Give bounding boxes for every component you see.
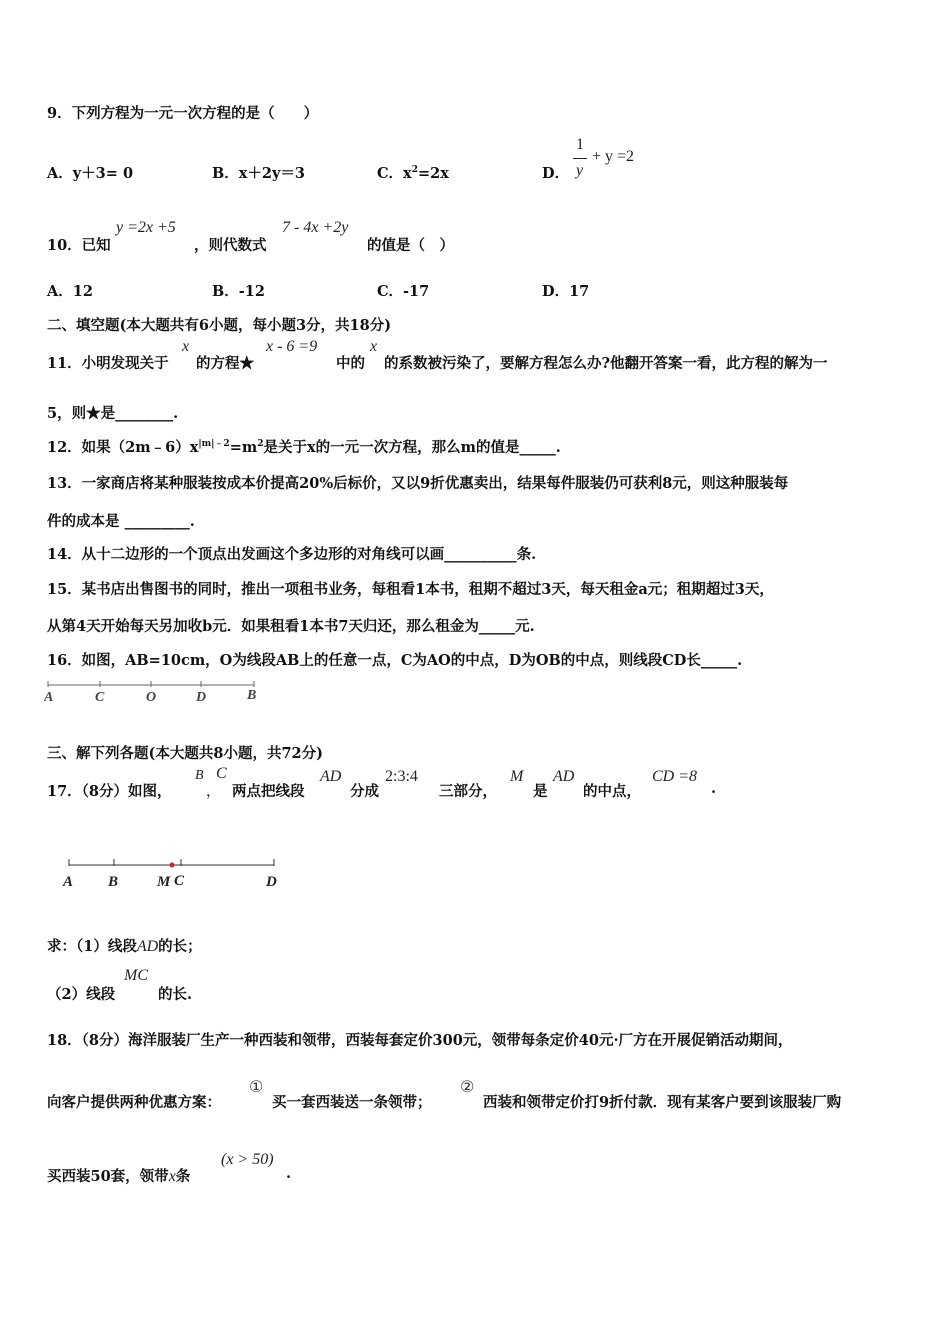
q10-expr2: 7 - 4x +2y	[282, 219, 349, 236]
q12-text: 12．如果$(2m﹣6)x^{|m|﹣2}=m^2$是关于x的一元一次方程，那么m的值是_____.	[47, 439, 561, 456]
q17-var-mc: MC	[124, 967, 148, 984]
q18-line-1: 18．（8分）海洋服装厂生产一种西装和领带，西装每套定价300元，领带每条定价40元·厂方在开展促销活动期间，	[47, 1032, 793, 1049]
q11-var-x2: x	[370, 338, 378, 355]
q9-option-d-label: D．	[542, 165, 570, 182]
point-label-d: D	[196, 690, 207, 705]
q18-line-3a: 买西装50套，领带x条	[47, 1168, 191, 1185]
point-label-c: C	[174, 873, 185, 889]
q10-suffix: 的值是（ ）	[367, 237, 454, 254]
point-label-a: A	[63, 874, 74, 890]
q18-line-2b: 买一套西装送一条领带；	[272, 1094, 432, 1111]
q18-period: .	[286, 1165, 292, 1182]
circled-2-icon: ②	[460, 1077, 475, 1096]
q10-option-d: D．17	[542, 283, 590, 300]
q17-text-3: 分成	[350, 783, 379, 800]
q17-comma: ，	[206, 784, 221, 800]
q9-stem: 9．下列方程为一元一次方程的是（ ）	[47, 105, 319, 122]
q9-option-d-denominator: y	[576, 162, 584, 179]
q11-text-2: 的方程★	[196, 355, 254, 372]
circled-1-icon: ①	[249, 1077, 264, 1096]
q18-line-2c: 西装和领带定价打9折付款．现有某客户要到该服装厂购	[483, 1094, 842, 1111]
q9-option-b: B．x＋2y＝3	[212, 165, 306, 182]
q14-text: 14．从十二边形的一个顶点出发画这个多边形的对角线可以画__________条.	[47, 546, 537, 563]
q16-line-segment-figure	[44, 678, 264, 708]
q11-text-3: 中的	[336, 355, 365, 372]
q11-equation: x - 6 =9	[266, 338, 318, 355]
q10-mid: ，则代数式	[194, 237, 267, 254]
q9-option-d-rest: + y =2	[592, 148, 635, 165]
point-label-o: O	[146, 690, 157, 705]
q11-text-4: 的系数被污染了，要解方程怎么办?他翻开答案一看，此方程的解为一	[384, 355, 828, 372]
q17-text-4: 三部分，	[439, 783, 497, 800]
q17-var-ad-2: AD	[553, 768, 575, 785]
point-label-b: B	[247, 688, 257, 703]
q17-var-b: B	[195, 768, 204, 783]
q10-expr1: y =2x +5	[116, 219, 176, 236]
point-label-m: M	[157, 874, 171, 890]
point-label-c: C	[95, 690, 105, 705]
q17-text-5: 是	[533, 783, 548, 800]
point-label-d: D	[266, 874, 277, 890]
q17-cd-given: CD =8	[652, 768, 698, 785]
q9-option-d-numerator: 1	[576, 136, 584, 153]
point-label-b: B	[108, 874, 119, 890]
q11-var-x1: x	[182, 338, 190, 355]
q17-ask-2-pre: （2）线段	[47, 986, 116, 1003]
q11-line-2: 5，则★是________.	[47, 405, 179, 422]
point-label-a: A	[44, 690, 54, 705]
midpoint-m-dot	[170, 863, 175, 868]
q17-text-2: 两点把线段	[232, 783, 305, 800]
q18-condition: (x > 50)	[221, 1151, 274, 1168]
q18-line-2a: 向客户提供两种优惠方案：	[47, 1094, 221, 1111]
q11-text-1: 11．小明发现关于	[47, 355, 169, 372]
q10-option-b: B．-12	[212, 283, 265, 300]
q17-ask-2-post: 的长.	[158, 986, 193, 1003]
q17-period: .	[711, 780, 717, 797]
fraction-bar	[573, 158, 587, 159]
q10-option-a: A．12	[47, 283, 93, 300]
q17-var-m: M	[510, 768, 524, 785]
q17-text-1: 17．（8分）如图，	[47, 783, 172, 800]
q17-ratio: 2:3:4	[385, 768, 418, 785]
q10-prefix: 10．已知	[47, 237, 111, 254]
section-2-heading: 二、填空题(本大题共有6小题，每小题3分，共18分)	[47, 317, 392, 334]
q16-text: 16．如图，AB=10cm，O为线段AB上的任意一点，C为AO的中点，D为OB的中点，则线段CD长_____.	[47, 652, 743, 669]
q13-line-2: 件的成本是 _________.	[47, 513, 195, 530]
q15-line-1: 15．某书店出售图书的同时，推出一项租书业务，每租看1本书，租期不超过3天，每天租金a元；租期超过3天，	[47, 581, 774, 598]
q9-option-a: A．y＋3= 0	[47, 165, 134, 182]
q10-option-c: C．-17	[377, 283, 430, 300]
q17-var-ad: AD	[320, 768, 342, 785]
q13-line-1: 13．一家商店将某种服装按成本价提高20%后标价，又以9折优惠卖出，结果每件服装仍可获利8元，则这种服装每	[47, 475, 789, 492]
q17-ask-1: 求：（1）线段AD的长；	[47, 938, 202, 955]
q17-text-6: 的中点，	[583, 783, 641, 800]
q17-line-segment-figure	[60, 855, 290, 895]
q15-line-2: 从第4天开始每天另加收b元．如果租看1本书7天归还，那么租金为_____元.	[47, 618, 535, 635]
section-3-heading: 三、解下列各题(本大题共8小题，共72分)	[47, 745, 323, 762]
q9-option-c: C．$x^2=2x$	[377, 165, 449, 182]
q17-var-c: C	[216, 765, 227, 782]
